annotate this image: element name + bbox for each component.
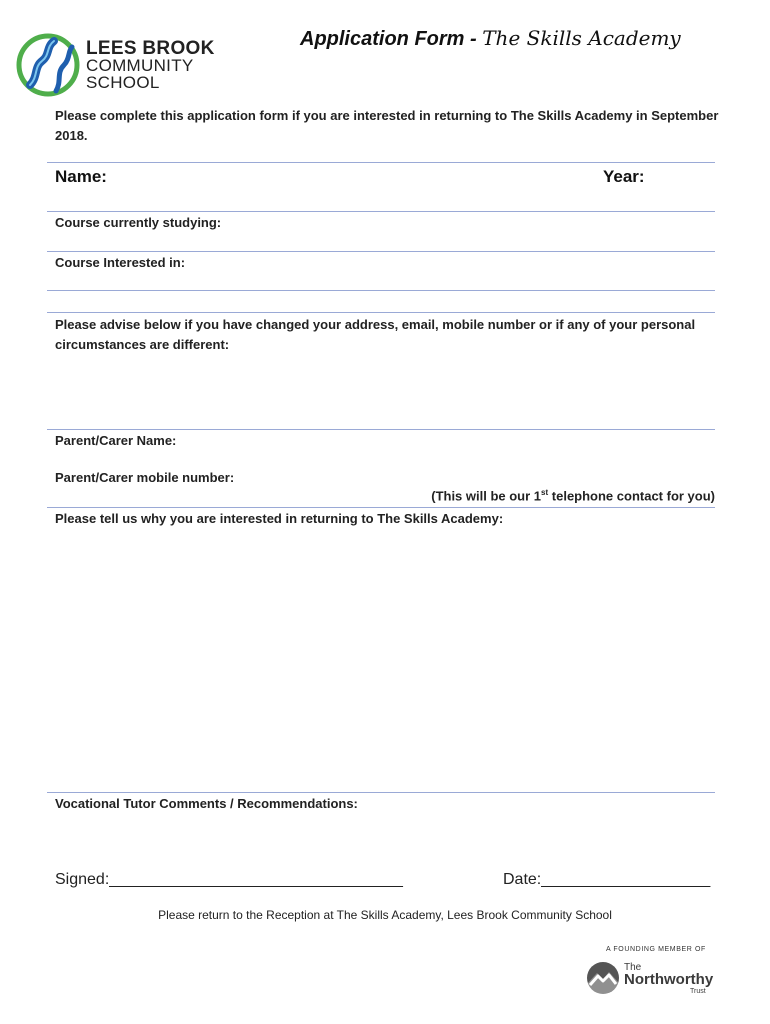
parent-mobile-label: Parent/Carer mobile number: [55, 470, 235, 485]
divider-reason [47, 507, 715, 508]
divider-course-interest [47, 290, 715, 291]
school-name-line3: SCHOOL [86, 73, 160, 92]
divider-top [47, 162, 715, 163]
school-name-line1: LEES BROOK [86, 38, 215, 59]
course-interest-label: Course Interested in: [55, 255, 186, 270]
form-title-main: Application Form - [300, 28, 483, 50]
course-current-label: Course currently studying: [55, 215, 222, 230]
divider-parent [47, 429, 715, 430]
form-title-script: The Skills Academy [482, 26, 681, 50]
trust-name [624, 962, 713, 998]
divider-advise [47, 312, 715, 313]
tel-note-post: telephone contact for you) [548, 488, 715, 504]
date-field: Date:___________________ [503, 871, 711, 888]
year-label: Year: [603, 167, 645, 186]
parent-name-label: Parent/Carer Name: [55, 433, 177, 448]
divider-course-current [47, 251, 715, 252]
school-name-line2: COMMUNITY [86, 56, 194, 75]
trust-logo-icon [586, 961, 620, 995]
form-title [300, 26, 681, 51]
advise-text: Please advise below if you have changed your address, email, mobile number or if any of your personal circumstances are different: [55, 317, 696, 352]
trust-the: The [624, 962, 642, 973]
founding-member-text: A FOUNDING MEMBER OF [606, 946, 706, 953]
school-name [86, 40, 215, 91]
tel-note-sup: st [541, 488, 549, 497]
reason-label: Please tell us why you are interested in returning to The Skills Academy: [55, 511, 504, 526]
divider-name [47, 211, 715, 212]
intro-text: Please complete this application form if you are interested in returning to The Skills Academy in September 2018. [55, 108, 719, 143]
name-label: Name: [55, 167, 107, 186]
trust-northworthy: Northworthy [624, 971, 714, 988]
tel-note-pre: (This will be our 1 [431, 488, 542, 504]
trust-word: Trust [690, 988, 706, 995]
divider-tutor [47, 792, 715, 793]
return-note: Please return to the Reception at The Skills Academy, Lees Brook Community School [158, 908, 612, 922]
signed-field: Signed:_________________________________ [55, 871, 403, 888]
tutor-comments-label: Vocational Tutor Comments / Recommendations: [55, 796, 358, 811]
telephone-note [431, 488, 715, 503]
school-logo-icon [16, 33, 80, 97]
